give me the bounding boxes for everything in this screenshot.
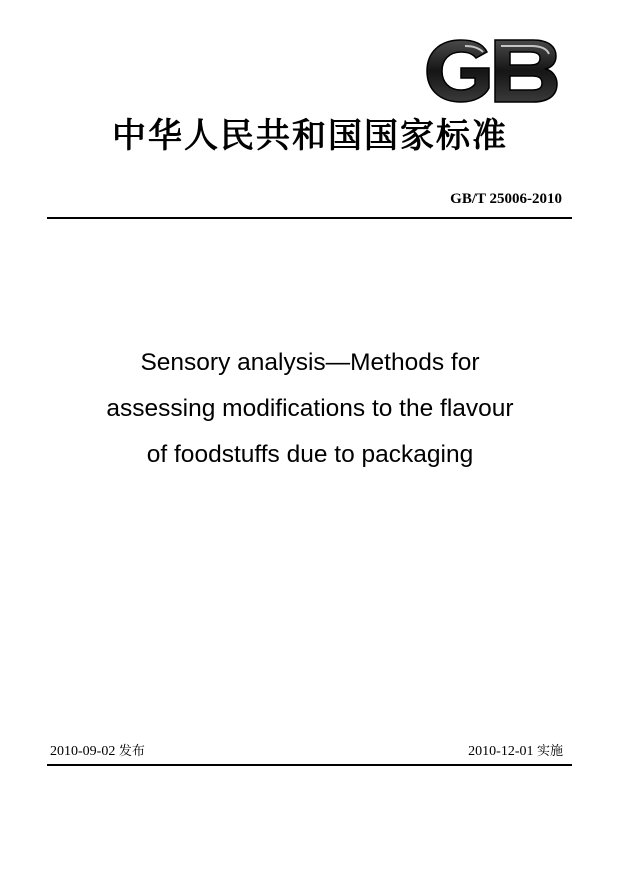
effective-date: 2010-12-01 [468,744,534,759]
title-line-1: Sensory analysis—Methods for [140,349,480,376]
issue-label: 发布 [118,744,145,759]
document-title [30,340,590,478]
effective-date-block [468,743,563,761]
issue-date-block [50,743,145,761]
header-divider [47,217,572,219]
title-line-2: assessing modifications to the flavour [106,395,514,422]
national-standard-title: 中华人民共和国国家标准 [112,116,508,156]
effective-label: 实施 [536,744,563,759]
standard-code: GB/T 25006-2010 [450,191,562,207]
issue-date: 2010-09-02 [50,744,116,759]
title-line-3: of foodstuffs due to packaging [146,441,474,468]
footer-divider [47,764,572,766]
gb-logo-icon [425,38,559,104]
